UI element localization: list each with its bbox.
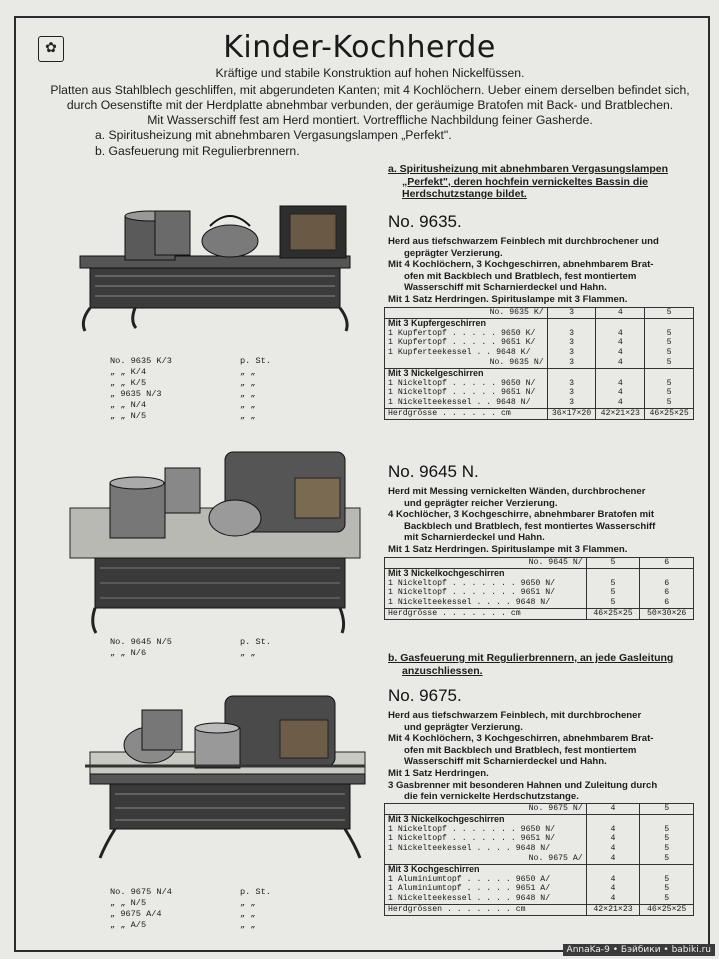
- table-cell-qty: 5: [640, 884, 694, 894]
- table-group-row: [385, 368, 694, 378]
- table-row: [385, 834, 694, 844]
- article-number: „ „ N/4: [110, 400, 147, 410]
- article-number: „ „ K/4: [110, 367, 147, 377]
- desc-line: mit Scharnierdeckel und Hahn.: [404, 532, 545, 544]
- page-title: Kinder-Kochherde: [223, 30, 496, 65]
- table-footer-label: Herdgrösse . . . . . . cm: [385, 408, 548, 419]
- article-unit: „ „: [240, 367, 256, 377]
- article-number: No. 9675 N/4: [110, 887, 172, 897]
- table-subheader-size: 5: [640, 854, 694, 864]
- table-row-label: 1 Aluminiumtopf . . . . . 9650 A/: [388, 874, 551, 884]
- table-row: [385, 348, 694, 358]
- table-cell-qty: 3: [547, 379, 596, 389]
- table-header-row: [385, 308, 694, 319]
- table-cell-qty: 5: [586, 598, 640, 608]
- table-row-label: 1 Kupfertopf . . . . . 9650 K/: [388, 328, 536, 338]
- table-header-size: 5: [640, 804, 694, 815]
- table-subheader-size: 3: [547, 358, 596, 368]
- desc-line: Mit 1 Satz Herdringen.: [388, 767, 489, 779]
- table-cell-qty: 5: [645, 388, 694, 398]
- brand-logo: ✿: [38, 36, 64, 62]
- table-header-row: [385, 558, 694, 569]
- table-cell-qty: 6: [640, 579, 694, 589]
- table-group-row: [385, 864, 694, 874]
- desc-line: ofen mit Backblech und Bratblech, fest montiertem: [404, 744, 637, 756]
- desc-line: Mit 1 Satz Herdringen. Spirituslampe mit 3 Flammen.: [388, 293, 628, 305]
- article-number: „ „ K/5: [110, 378, 147, 388]
- article-row: [110, 400, 280, 411]
- section-b-line: anzuschliessen.: [402, 664, 483, 677]
- article-unit: p. St.: [240, 356, 271, 366]
- table-row: [385, 825, 694, 835]
- article-list: [110, 637, 280, 659]
- table-row: [385, 894, 694, 904]
- table-row-label: 1 Aluminiumtopf . . . . . 9651 A/: [388, 884, 551, 894]
- product-description: [388, 236, 694, 306]
- article-unit: „ „: [240, 400, 256, 410]
- desc-line: die fein vernickelte Herdschutzstange.: [404, 791, 579, 803]
- table-header-label: No. 9645 N/: [385, 558, 587, 569]
- table-cell-qty: 3: [547, 338, 596, 348]
- table-row: [385, 588, 694, 598]
- article-unit: „ „: [240, 898, 256, 908]
- table-row-label: 1 Nickelteekessel . . 9648 N/: [388, 398, 531, 408]
- table-empty-cell: [640, 864, 694, 874]
- article-list: [110, 887, 280, 931]
- article-number: „ „ N/5: [110, 411, 147, 421]
- product-number: No. 9675.: [388, 686, 462, 705]
- article-unit: „ „: [240, 909, 256, 919]
- intro-line: durch Oesenstifte mit der Herdplatte abnehmbar verbunden, der geräumige Bratofen mit Back- und Bratblechen.: [66, 98, 674, 112]
- intro-block: [30, 66, 710, 128]
- price-table: [384, 307, 694, 420]
- table-header-label: No. 9675 N/: [385, 804, 587, 815]
- table-cell-qty: 4: [586, 844, 640, 854]
- table-header-label: No. 9635 K/: [385, 308, 548, 319]
- table-row-label: 1 Nickelteekessel . . . . 9648 N/: [388, 894, 551, 904]
- table-row-label: 1 Nickeltopf . . . . . 9650 N/: [388, 378, 536, 388]
- table-empty-cell: [640, 568, 694, 578]
- table-footer-size: 42×21×23: [586, 904, 640, 915]
- article-row: [110, 887, 280, 898]
- article-unit: „ „: [240, 389, 256, 399]
- table-cell-qty: 5: [586, 579, 640, 589]
- product-description: [388, 710, 694, 803]
- desc-line: Herd aus tiefschwarzem Feinblech, mit durchbrochener: [388, 710, 642, 721]
- desc-line: und geprägter reicher Verzierung.: [404, 497, 558, 509]
- table-row-label: 1 Nickeltopf . . . . . . . 9650 N/: [388, 578, 556, 588]
- table-cell-qty: 4: [596, 348, 645, 358]
- article-row: [110, 909, 280, 920]
- table-group-title: Mit 3 Kochgeschirren: [388, 863, 480, 874]
- article-row: [110, 411, 280, 422]
- intro-line: Platten aus Stahlblech geschliffen, mit abgerundeten Kanten; mit 4 Kochlöchern. Ueber einem derselben befindet sich,: [50, 83, 690, 97]
- table-group-row: [385, 318, 694, 328]
- section-a-heading: [388, 163, 668, 201]
- table-cell-qty: 4: [596, 388, 645, 398]
- article-row: [110, 898, 280, 909]
- table-cell-qty: 6: [640, 598, 694, 608]
- table-subheader-size: 4: [596, 358, 645, 368]
- article-number: „ 9675 A/4: [110, 909, 162, 919]
- intro-line: Mit Wasserschiff fest am Herd montiert. Vortreffliche Nachbildung feiner Gasherde.: [147, 113, 593, 127]
- table-header-size: 4: [586, 804, 640, 815]
- table-cell-qty: 5: [640, 894, 694, 904]
- desc-line: Wasserschiff mit Scharnierdeckel und Hahn.: [404, 756, 607, 768]
- table-row-label: 1 Nickeltopf . . . . . . . 9651 N/: [388, 588, 556, 598]
- stove-illustration-9635: [50, 196, 360, 346]
- table-row: [385, 388, 694, 398]
- article-number: „ 9635 N/3: [110, 389, 162, 399]
- desc-line: Mit 1 Satz Herdringen. Spirituslampe mit 3 Flammen.: [388, 543, 628, 555]
- table-row: [385, 329, 694, 339]
- table-group-title: Mit 3 Nickelkochgeschirren: [388, 813, 505, 824]
- table-footer-row: [385, 904, 694, 915]
- table-subheader-size: 5: [645, 358, 694, 368]
- table-header-size: 3: [547, 308, 596, 319]
- table-subheader-size: 4: [586, 854, 640, 864]
- table-cell-qty: 5: [645, 329, 694, 339]
- article-unit: „ „: [240, 648, 256, 658]
- table-row-label: 1 Nickeltopf . . . . . . . 9651 N/: [388, 834, 556, 844]
- table-subheader-label: No. 9635 N/: [385, 358, 548, 368]
- desc-line: 3 Gasbrenner mit besonderen Hahnen und Zuleitung durch: [388, 779, 658, 791]
- table-cell-qty: 4: [596, 379, 645, 389]
- table-cell-qty: 5: [640, 844, 694, 854]
- table-row-label: 1 Kupfertopf . . . . . 9651 K/: [388, 338, 536, 348]
- table-subheader-row: [385, 854, 694, 864]
- article-unit: p. St.: [240, 887, 271, 897]
- article-row: [110, 367, 280, 378]
- table-cell-qty: 4: [586, 884, 640, 894]
- section-b-heading: [388, 652, 673, 677]
- table-cell-qty: 4: [596, 398, 645, 408]
- table-row-label: 1 Kupferteekessel . . 9648 K/: [388, 348, 531, 358]
- table-row-label: 1 Nickelteekessel . . . . 9648 N/: [388, 844, 551, 854]
- table-footer-size: 36×17×20: [547, 408, 596, 419]
- table-cell-qty: 3: [547, 329, 596, 339]
- desc-line: Herd mit Messing vernickelten Wänden, durchbrochener: [388, 486, 646, 497]
- product-number: No. 9635.: [388, 212, 462, 231]
- section-a-line: „Perfekt", deren hochfein vernickeltes Bassin die: [402, 175, 648, 188]
- table-row-label: 1 Nickeltopf . . . . . . . 9650 N/: [388, 824, 556, 834]
- article-unit: p. St.: [240, 637, 271, 647]
- article-number: „ „ N/5: [110, 898, 147, 908]
- stove-illustration-9645: [40, 448, 370, 638]
- table-cell-qty: 6: [640, 588, 694, 598]
- table-empty-cell: [547, 318, 596, 328]
- table-cell-qty: 5: [640, 875, 694, 885]
- table-empty-cell: [596, 368, 645, 378]
- product-number: No. 9645 N.: [388, 462, 479, 481]
- table-empty-cell: [586, 864, 640, 874]
- table-empty-cell: [586, 568, 640, 578]
- table-empty-cell: [640, 814, 694, 824]
- table-cell-qty: 5: [645, 348, 694, 358]
- table-cell-qty: 3: [547, 388, 596, 398]
- table-cell-qty: 3: [547, 348, 596, 358]
- table-row: [385, 598, 694, 608]
- article-unit: „ „: [240, 920, 256, 930]
- table-row-label: 1 Nickeltopf . . . . . 9651 N/: [388, 388, 536, 398]
- section-b-line: b. Gasfeuerung mit Regulierbrennern, an jede Gasleitung: [388, 652, 674, 664]
- table-empty-cell: [596, 318, 645, 328]
- table-empty-cell: [645, 368, 694, 378]
- table-row: [385, 338, 694, 348]
- price-table: [384, 557, 694, 620]
- table-header-size: 5: [586, 558, 640, 569]
- section-a-line: a. Spiritusheizung mit abnehmbaren Vergasungslampen: [388, 163, 669, 175]
- table-header-row: [385, 804, 694, 815]
- article-row: [110, 920, 280, 931]
- table-footer-size: 46×25×25: [586, 608, 640, 619]
- table-cell-qty: 5: [645, 338, 694, 348]
- article-number: „ „ N/6: [110, 648, 147, 658]
- article-number: No. 9645 N/5: [110, 637, 172, 647]
- table-row: [385, 884, 694, 894]
- table-footer-size: 46×25×25: [645, 408, 694, 419]
- article-unit: „ „: [240, 378, 256, 388]
- table-cell-qty: 5: [645, 398, 694, 408]
- price-table: [384, 803, 694, 916]
- article-number: „ „ A/5: [110, 920, 147, 930]
- option-b: b. Gasfeuerung mit Regulierbrennern.: [95, 144, 300, 158]
- watermark: AnnaKa-9 • Бэйбики • babiki.ru: [563, 944, 715, 956]
- table-footer-row: [385, 608, 694, 619]
- stove-illustration-9675: [60, 690, 380, 860]
- table-cell-qty: 4: [586, 834, 640, 844]
- desc-line: und geprägter Verzierung.: [404, 721, 523, 733]
- desc-line: Herd aus tiefschwarzem Feinblech mit durchbrochener und: [388, 236, 659, 247]
- table-cell-qty: 5: [586, 588, 640, 598]
- table-subheader-label: No. 9675 A/: [385, 854, 587, 864]
- table-group-row: [385, 814, 694, 824]
- table-cell-qty: 3: [547, 398, 596, 408]
- table-footer-size: 46×25×25: [640, 904, 694, 915]
- table-footer-label: Herdgrössen . . . . . . . cm: [385, 904, 587, 915]
- table-header-size: 4: [596, 308, 645, 319]
- table-cell-qty: 4: [596, 329, 645, 339]
- table-row: [385, 875, 694, 885]
- desc-line: 4 Kochlöcher, 3 Kochgeschirre, abnehmbarer Bratofen mit: [388, 509, 655, 521]
- table-footer-label: Herdgrösse . . . . . . . cm: [385, 608, 587, 619]
- table-row: [385, 844, 694, 854]
- table-header-size: 5: [645, 308, 694, 319]
- subtitle: Kräftige und stabile Konstruktion auf hohen Nickelfüssen.: [215, 66, 525, 80]
- table-footer-row: [385, 408, 694, 419]
- article-row: [110, 378, 280, 389]
- desc-line: geprägter Verzierung.: [404, 247, 503, 259]
- product-description: [388, 486, 694, 556]
- article-list: [110, 356, 280, 422]
- table-footer-size: 50×30×26: [640, 608, 694, 619]
- table-cell-qty: 4: [596, 338, 645, 348]
- table-cell-qty: 5: [645, 379, 694, 389]
- option-a: a. Spiritusheizung mit abnehmbaren Vergasungslampen „Perfekt".: [95, 128, 452, 142]
- table-row-label: 1 Nickelteekessel . . . . 9648 N/: [388, 598, 551, 608]
- article-row: [110, 648, 280, 659]
- table-cell-qty: 4: [586, 875, 640, 885]
- table-cell-qty: 4: [586, 825, 640, 835]
- article-unit: „ „: [240, 411, 256, 421]
- table-row: [385, 579, 694, 589]
- table-header-size: 6: [640, 558, 694, 569]
- table-cell-qty: 5: [640, 825, 694, 835]
- table-empty-cell: [645, 318, 694, 328]
- heating-options: [95, 127, 452, 159]
- article-number: No. 9635 K/3: [110, 356, 172, 366]
- table-cell-qty: 5: [640, 834, 694, 844]
- table-group-title: Mit 3 Kupfergeschirren: [388, 317, 487, 328]
- desc-line: Mit 4 Kochlöchern, 3 Kochgeschirren, abnehmbarem Brat-: [388, 259, 654, 271]
- desc-line: Wasserschiff mit Scharnierdeckel und Hahn.: [404, 282, 607, 294]
- table-empty-cell: [547, 368, 596, 378]
- table-row: [385, 398, 694, 408]
- table-subheader-row: [385, 358, 694, 368]
- table-group-title: Mit 3 Nickelgeschirren: [388, 367, 484, 378]
- desc-line: ofen mit Backblech und Bratblech, fest montiertem: [404, 270, 637, 282]
- desc-line: Backblech und Bratblech, fest montiertes Wasserschiff: [404, 520, 656, 532]
- table-footer-size: 42×21×23: [596, 408, 645, 419]
- article-row: [110, 389, 280, 400]
- table-group-title: Mit 3 Nickelkochgeschirren: [388, 567, 505, 578]
- table-cell-qty: 4: [586, 894, 640, 904]
- article-row: [110, 637, 280, 648]
- table-row: [385, 379, 694, 389]
- section-a-line: Herdschutzstange bildet.: [402, 188, 527, 200]
- table-empty-cell: [586, 814, 640, 824]
- table-group-row: [385, 568, 694, 578]
- article-row: [110, 356, 280, 367]
- desc-line: Mit 4 Kochlöchern, 3 Kochgeschirren, abnehmbarem Brat-: [388, 733, 654, 745]
